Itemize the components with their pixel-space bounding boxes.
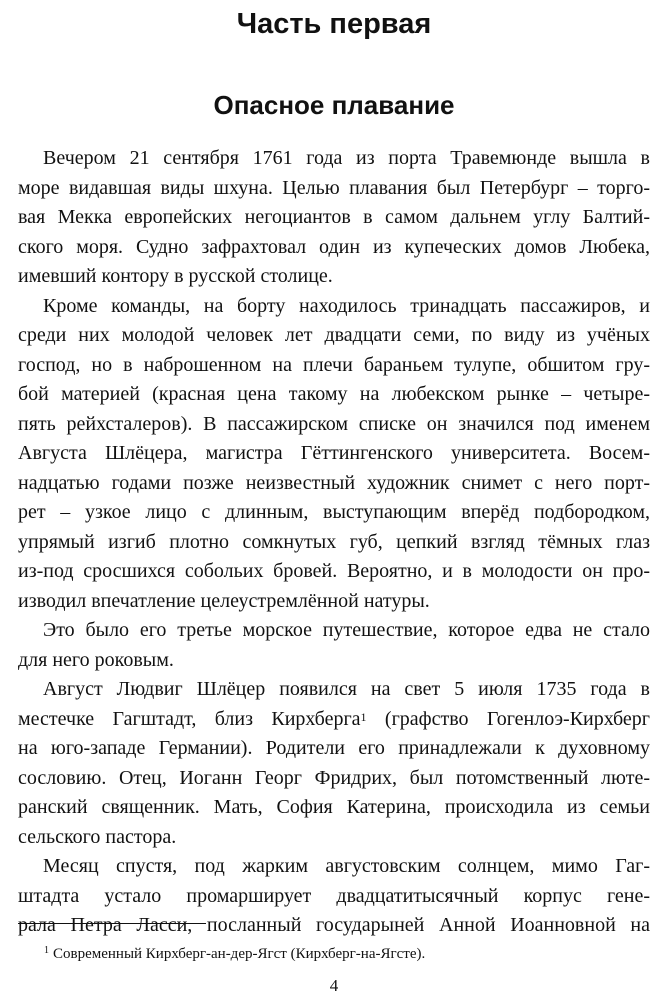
paragraph [18, 616, 650, 675]
text-line: ранский священник. Мать, София Катерина, происходила из семьи [18, 796, 650, 818]
text-line: изводил впечатление целеустремлённой натуры. [18, 589, 430, 612]
footnote-divider [18, 923, 206, 924]
text-line: из-под сросшихся собольих бровей. Вероятно, и в молодости он про- [18, 560, 650, 582]
text-line: сословию. Отец, Иоганн Георг Фридрих, был потомственный люте- [18, 766, 650, 789]
footnote [44, 944, 644, 964]
text-segment: местечке Гагштадт, близ Кирхберга [18, 707, 361, 730]
paragraph [18, 852, 650, 941]
text-line: для него роковым. [18, 648, 174, 671]
text-line-with-footnote [18, 705, 650, 735]
page-number: 4 [329, 976, 339, 995]
text-line: Вечером 21 сентября 1761 года из порта Травемюнде вышла в [43, 147, 650, 169]
text-line: вая Мекка европейских негоциантов в самом дальнем углу Балтий- [18, 206, 650, 228]
text-line: среди них молодой человек лет двадцати семи, по виду из учёных [18, 324, 650, 346]
text-line: море видавшая виды шхуна. Целью плавания был Петербург – торго- [18, 176, 650, 199]
paragraph [18, 675, 650, 852]
text-line: имевший контору в русской столице. [18, 265, 333, 287]
text-line: Кроме команды, на борту находилось тринадцать пассажиров, и [43, 294, 650, 317]
body-text [18, 144, 650, 941]
text-line: бой материей (красная цена такому на любекском рынке – четыре- [18, 383, 650, 405]
footnote-text: Современный Кирхберг-ан-дер-Ягст (Кирхберг-на-Ягсте). [53, 946, 426, 962]
footnote-reference[interactable]: 1 [360, 709, 367, 724]
paragraph [18, 292, 650, 617]
text-line: Это было его третье морское путешествие, которое едва не стало [43, 619, 650, 641]
text-line: упрямый изгиб плотно сомкнутых губ, цепкий взгляд тёмных глаз [18, 530, 650, 553]
text-line: рала Петра Ласси, посланный государыней Анной Иоанновной на [18, 914, 650, 936]
text-line: ского моря. Судно зафрахтовал один из купеческих домов Любека, [18, 235, 650, 258]
text-line: Августа Шлёцера, магистра Гёттингенского университета. Восем- [18, 442, 650, 464]
text-line: господ, но в наброшенном на плечи бараньем тулупе, обшитом гру- [18, 353, 650, 376]
text-line: Месяц спустя, под жарким августовским солнцем, мимо Гаг- [43, 855, 650, 877]
text-line: пять рейхсталеров). В пассажирском списке он значился под именем [18, 412, 650, 435]
chapter-title: Опасное плавание [213, 90, 455, 120]
text-line: сельского пастора. [18, 825, 177, 848]
paragraph [18, 144, 650, 292]
text-line: Август Людвиг Шлёцер появился на свет 5 июля 1735 года в [43, 678, 650, 700]
part-title: Часть первая [236, 8, 432, 40]
text-line: на юго-западе Германии). Родители его принадлежали к духовному [18, 737, 650, 759]
text-line: рет – узкое лицо с длинным, выступающим вперёд подбородком, [18, 501, 650, 523]
text-segment: (графство Гогенлоэ-Кирхберг [366, 707, 650, 730]
text-line: штадта устало промарширует двадцатитысячный корпус гене- [18, 884, 650, 907]
text-line: надцатью годами позже неизвестный художник снимет с него порт- [18, 471, 650, 494]
footnote-marker: 1 [44, 945, 49, 956]
